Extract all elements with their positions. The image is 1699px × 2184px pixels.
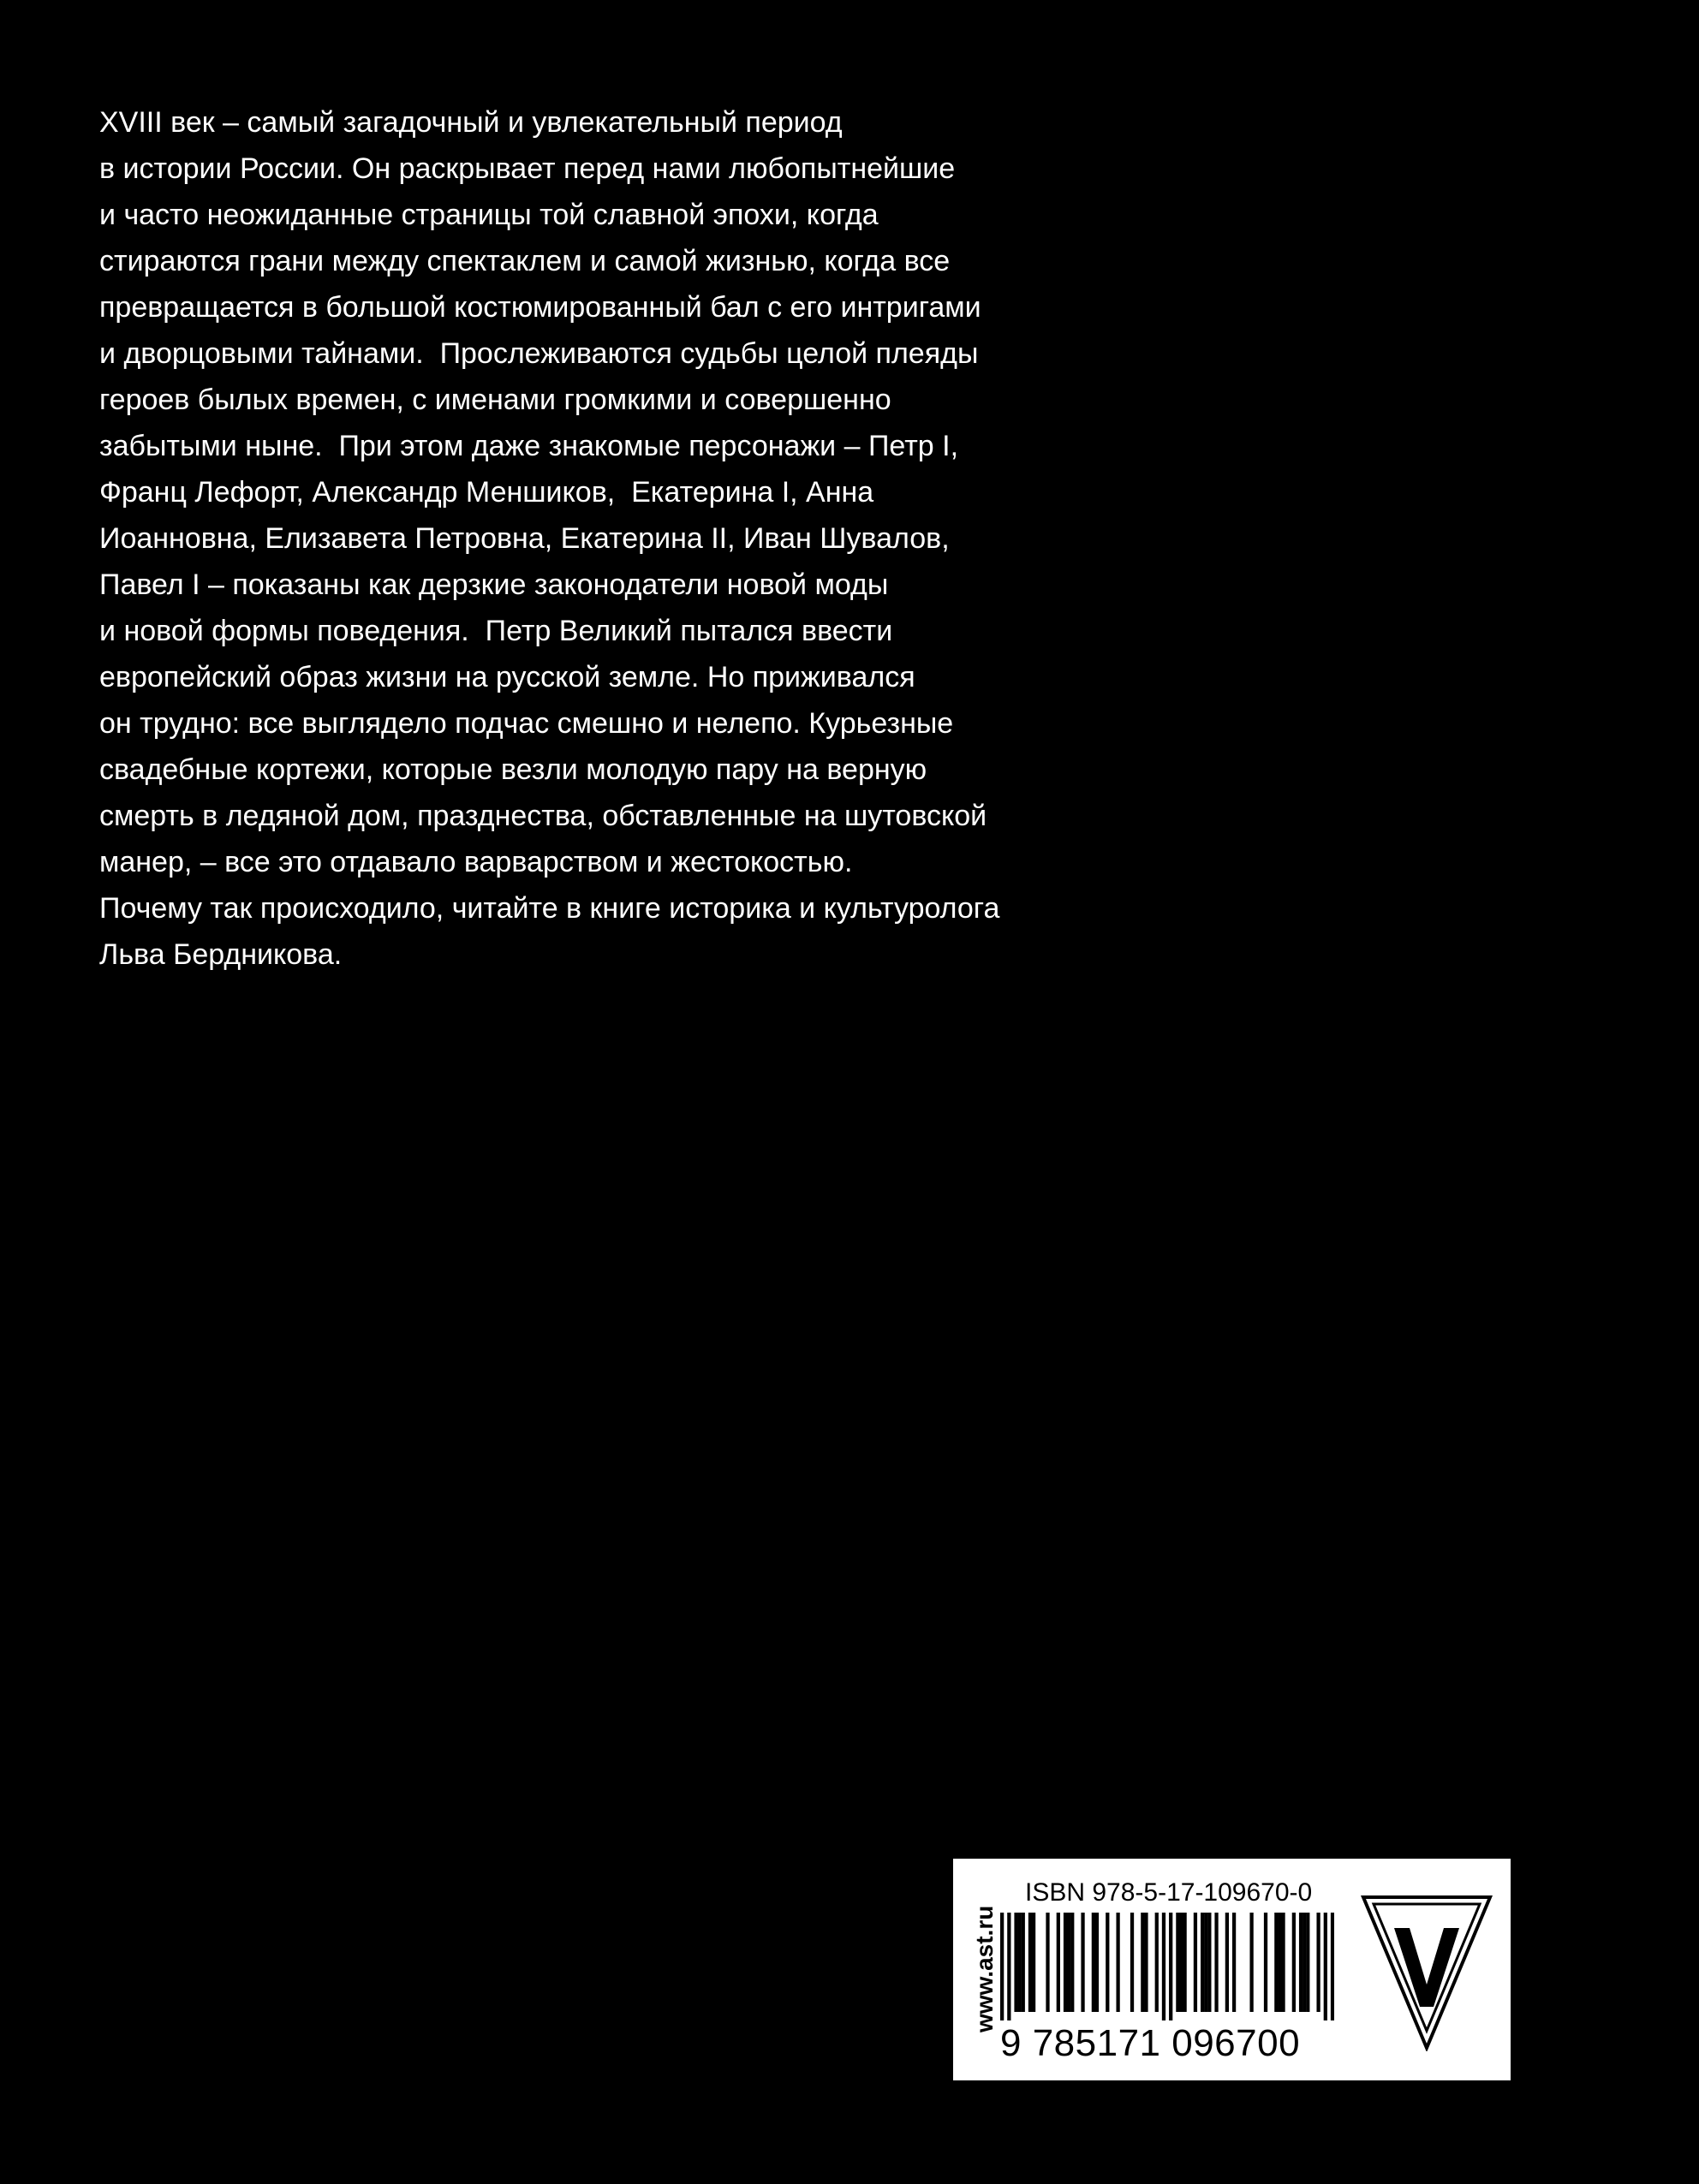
barcode-bar	[1179, 1913, 1183, 2012]
barcode-bar	[1064, 1913, 1067, 2012]
barcode-bar	[1022, 1913, 1025, 2012]
blurb-line: в истории России. Он раскрывает перед нами любопытнейшие	[99, 152, 956, 185]
barcode-bar	[1194, 1913, 1197, 2012]
barcode-bar	[1046, 1913, 1049, 2012]
barcode-bar	[1225, 1913, 1229, 2012]
barcode-bar	[1299, 1913, 1303, 2012]
barcode-bar	[1207, 1913, 1211, 2012]
barcode-bar	[1264, 1913, 1267, 2012]
barcode-bar	[1162, 1913, 1165, 2020]
barcode-bar	[1292, 1913, 1296, 2012]
blurb-line: и новой формы поведения. Петр Великий пытался ввести	[99, 615, 893, 647]
barcode-bar	[1057, 1913, 1060, 2012]
barcode-bar	[1116, 1913, 1119, 2012]
blurb-line: манер, – все это отдавало варварством и жестокостью.	[99, 846, 853, 878]
blurb-line: и дворцовыми тайнами. Прослеживаются судьбы целой плеяды	[99, 337, 979, 370]
blurb-line: Иоанновна, Елизавета Петровна, Екатерина II, Иван Шувалов,	[99, 522, 950, 555]
barcode-bar	[1018, 1913, 1022, 2012]
barcode-bar	[1141, 1913, 1144, 2012]
blurb-line: Почему так происходило, читайте в книге историка и культуролога	[99, 892, 1000, 925]
barcode-bar	[1232, 1913, 1236, 2012]
barcode-bar	[1106, 1913, 1109, 2012]
blurb-line: и часто неожиданные страницы той славной эпохи, когда	[99, 199, 879, 231]
barcode-bar	[1095, 1913, 1099, 2012]
barcode-bar	[1028, 1913, 1032, 2012]
barcode-bar	[1274, 1913, 1278, 2012]
back-cover-blurb	[99, 99, 1127, 978]
barcode-bar	[1007, 1913, 1010, 2020]
barcode-bar	[1331, 1913, 1334, 2020]
blurb-line: смерть в ледяной дом, празднества, обставленные на шутовской	[99, 800, 987, 832]
barcode-bar	[1130, 1913, 1134, 2012]
blurb-line: стираются грани между спектаклем и самой жизнью, когда все	[99, 245, 951, 277]
barcode-bar	[1000, 1913, 1004, 2020]
blurb-line: европейский образ жизни на русской земле. Но приживался	[99, 661, 915, 693]
blurb-line: превращается в большой костюмированный бал с его интригами	[99, 291, 981, 324]
blurb-line: героев былых времен, с именами громкими и совершенно	[99, 384, 891, 416]
barcode-bar	[1204, 1913, 1207, 2012]
ean-digits: 9 785171 096700	[1000, 2022, 1301, 2064]
barcode-bar	[1306, 1913, 1309, 2012]
blurb-line: забытыми ныне. При этом даже знакомые персонажи – Петр I,	[99, 430, 959, 462]
blurb-line: Льва Бердникова.	[99, 938, 343, 971]
barcode-bar	[1014, 1913, 1017, 2012]
barcode-bar	[1201, 1913, 1204, 2012]
barcode-bar	[1249, 1913, 1253, 2012]
barcode-bar	[1278, 1913, 1281, 2012]
blurb-line: свадебные кортежи, которые везли молодую пару на верную	[99, 753, 927, 786]
blurb-line: Франц Лефорт, Александр Меншиков, Екатерина I, Анна	[99, 476, 874, 509]
barcode-bar	[1176, 1913, 1179, 2012]
barcode-bar	[1316, 1913, 1320, 2012]
barcode-bar	[1081, 1913, 1084, 2012]
publisher-v-triangle-icon	[1360, 1892, 1493, 2051]
blurb-line: Павел I – показаны как дерзкие законодатели новой моды	[99, 568, 889, 601]
barcode-bar	[1214, 1913, 1218, 2012]
ean-barcode	[1000, 1913, 1334, 2020]
barcode-bar	[1155, 1913, 1159, 2012]
barcode-bar	[1324, 1913, 1327, 2020]
barcode-bar	[1169, 1913, 1172, 2020]
barcode-bar	[1183, 1913, 1186, 2012]
barcode-bar	[1070, 1913, 1074, 2012]
barcode-bar	[1032, 1913, 1035, 2012]
barcode-bar	[1092, 1913, 1095, 2012]
barcode-bar	[1281, 1913, 1285, 2012]
barcode-bar	[1144, 1913, 1148, 2012]
blurb-line: он трудно: все выглядело подчас смешно и нелепо. Курьезные	[99, 707, 954, 740]
barcode-bar	[1303, 1913, 1306, 2012]
isbn-label: ISBN 978-5-17-109670-0	[1025, 1878, 1313, 1907]
barcode-bar	[1067, 1913, 1070, 2012]
publisher-site-url: www.ast.ru	[971, 1905, 998, 2033]
blurb-line: XVIII век – самый загадочный и увлекательный период	[99, 106, 843, 139]
